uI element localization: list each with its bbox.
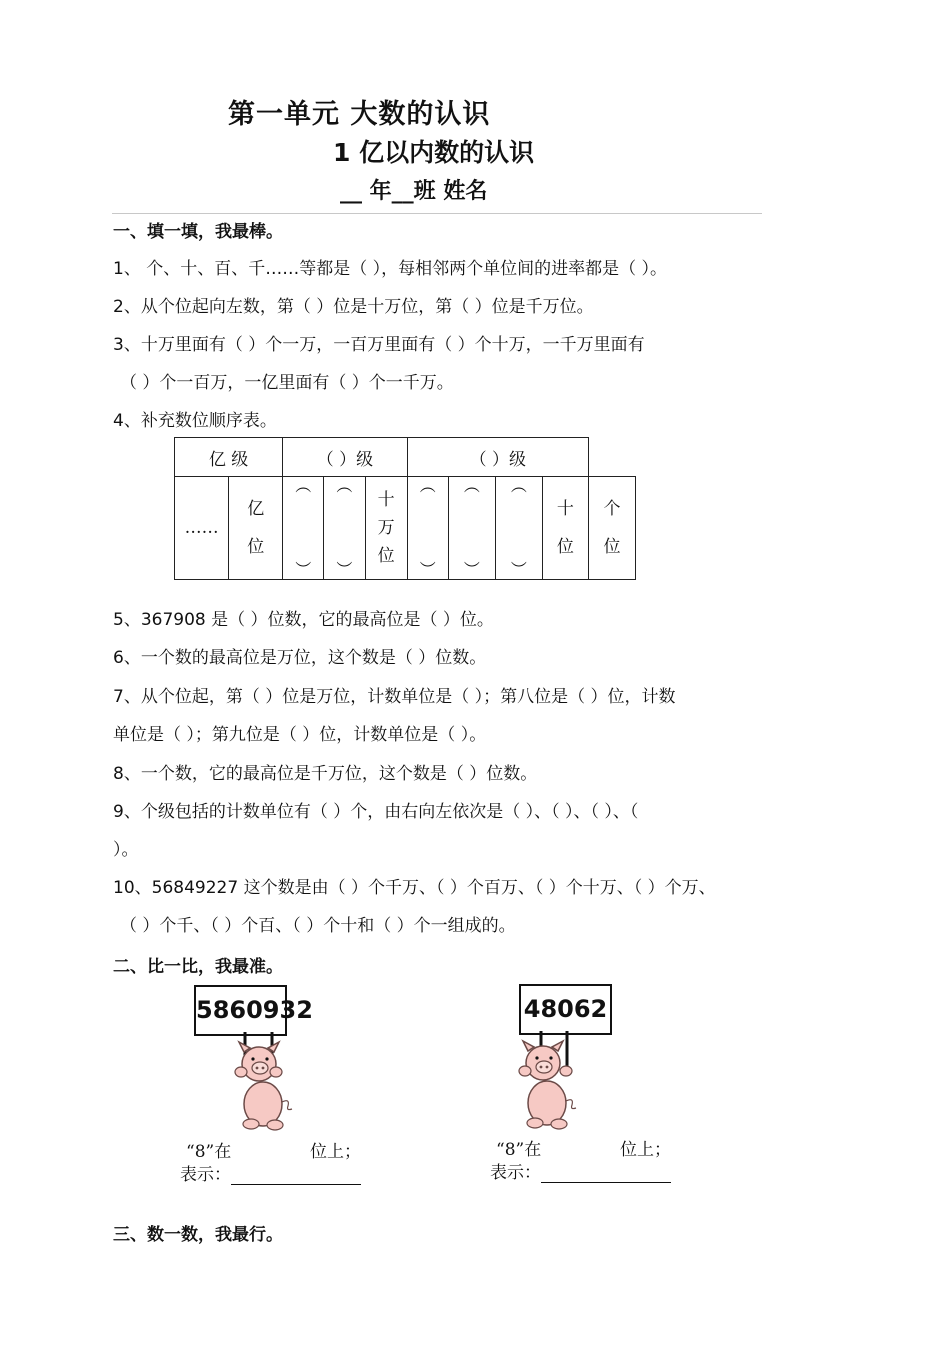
ge-char2: 位 <box>603 537 621 557</box>
question-8: 8、一个数，它的最高位是千万位，这个数是（ ）位数。 <box>113 764 538 784</box>
ge-level-header: （ ）级 <box>407 438 588 477</box>
question-7-line2: 单位是（ ）；第九位是（ ）位，计数单位是（ ）。 <box>113 725 487 745</box>
shiwan-char1: 十 <box>377 490 395 510</box>
blank-cell-2[interactable] <box>324 477 365 580</box>
arc-top: ︵ <box>419 476 436 495</box>
pig-illustration-icon <box>511 1031 591 1131</box>
position-prompt-2 <box>496 1135 671 1160</box>
arc-top: ︵ <box>463 476 480 495</box>
question-4: 4、补充数位顺序表。 <box>113 411 277 431</box>
question-9-line1: 9、个级包括的计数单位有（ ）个，由右向左依次是（ ）、（ ）、（ ）、（ <box>113 802 639 822</box>
meaning-prompt-2 <box>490 1158 671 1183</box>
blank-cell-3[interactable] <box>407 477 448 580</box>
name-line: __ 年__班 姓名 <box>340 179 488 204</box>
arc-bottom: ︶ <box>336 560 353 579</box>
question-6: 6、一个数的最高位是万位，这个数是（ ）位数。 <box>113 648 487 668</box>
arc-bottom: ︶ <box>295 560 312 579</box>
shi-char2: 位 <box>556 537 574 557</box>
pig-illustration-icon <box>225 1032 305 1132</box>
shi-char1: 十 <box>556 499 574 519</box>
yi-wei-char2: 位 <box>247 537 265 557</box>
arc-top: ︵ <box>295 476 312 495</box>
position-suffix-2: 位上； <box>620 1140 672 1160</box>
shiwan-char3: 位 <box>377 546 395 566</box>
blank-cell-1[interactable] <box>283 477 324 580</box>
question-7-line1: 7、从个位起，第（ ）位是万位，计数单位是（ ）；第八位是（ ）位，计数 <box>113 687 676 707</box>
question-10-line2: （ ）个千、（ ）个百、（ ）个十和（ ）个一组成的。 <box>120 916 516 936</box>
arc-bottom: ︶ <box>419 560 436 579</box>
arc-top: ︵ <box>336 476 353 495</box>
arc-top: ︵ <box>510 476 527 495</box>
question-2: 2、从个位起向左数，第（ ）位是十万位，第（ ）位是千万位。 <box>113 297 594 317</box>
wan-level-header: （ ）级 <box>283 438 408 477</box>
meaning-answer-line-1[interactable] <box>231 1166 361 1185</box>
section3-title: 三、数一数，我最行。 <box>113 1225 283 1245</box>
meaning-answer-line-2[interactable] <box>541 1164 671 1183</box>
meaning-prompt-1 <box>180 1160 361 1185</box>
position-label-1: “8”在 <box>186 1142 232 1162</box>
meaning-label-1: 表示： <box>180 1165 231 1185</box>
position-prompt-1 <box>186 1137 361 1162</box>
blank-cell-4[interactable] <box>448 477 495 580</box>
position-suffix-1: 位上； <box>310 1142 362 1162</box>
ge-wei-cell <box>588 477 635 580</box>
number-sign-1: 5860932 <box>194 985 287 1036</box>
position-label-2: “8”在 <box>496 1140 542 1160</box>
question-3-line1: 3、十万里面有（ ）个一万，一百万里面有（ ）个十万，一千万里面有 <box>113 335 645 355</box>
question-1: 1、 个、十、百、千……等都是（ ），每相邻两个单位间的进率都是（ ）。 <box>113 259 668 279</box>
question-5: 5、367908 是（ ）位数，它的最高位是（ ）位。 <box>113 610 494 630</box>
meaning-label-2: 表示： <box>490 1163 541 1183</box>
shi-wei-cell <box>542 477 588 580</box>
yi-wei-cell <box>229 477 283 580</box>
question-9-line2: ）。 <box>113 840 139 860</box>
unit-title: 第一单元 大数的认识 <box>228 99 491 130</box>
lesson-title: 1 亿以内数的认识 <box>333 138 535 167</box>
number-sign-2: 48062 <box>519 984 612 1035</box>
question-3-line2: （ ）个一百万，一亿里面有（ ）个一千万。 <box>120 373 454 393</box>
yi-level-header: 亿 级 <box>175 438 283 477</box>
table-ellipsis: …… <box>175 477 229 580</box>
arc-bottom: ︶ <box>463 560 480 579</box>
ge-char1: 个 <box>603 499 621 519</box>
yi-wei-char1: 亿 <box>247 499 265 519</box>
arc-bottom: ︶ <box>510 560 527 579</box>
place-value-table <box>174 437 636 580</box>
header-divider <box>112 213 762 214</box>
section2-title: 二、比一比，我最准。 <box>113 957 283 977</box>
question-10-line1: 10、56849227 这个数是由（ ）个千万、（ ）个百万、（ ）个十万、（ ）个万、 <box>113 878 716 898</box>
blank-cell-5[interactable] <box>495 477 542 580</box>
section1-title: 一、填一填，我最棒。 <box>113 222 283 242</box>
shiwan-char2: 万 <box>377 518 395 538</box>
shiwan-wei-cell <box>365 477 407 580</box>
